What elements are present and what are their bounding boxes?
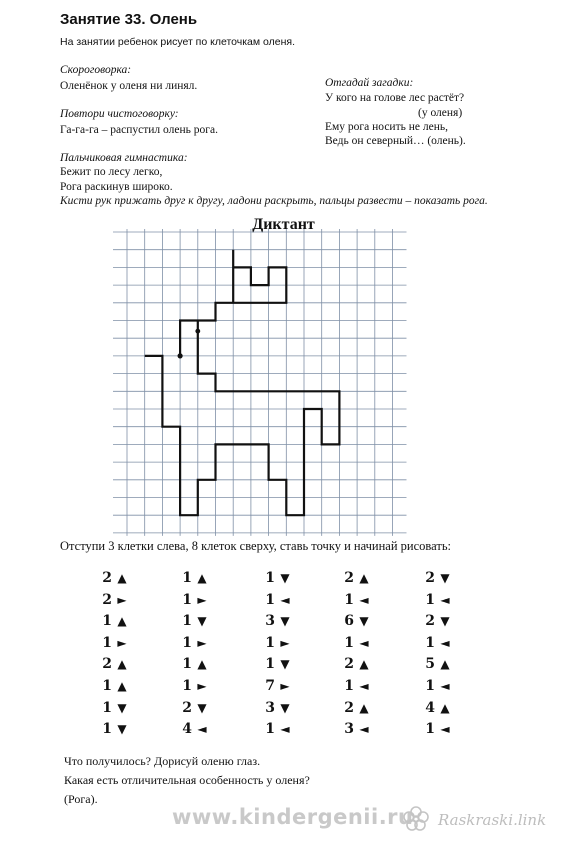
arrow-right-icon: ►: [280, 635, 290, 650]
dictation-step: [98, 635, 148, 651]
dictation-step: [98, 678, 148, 694]
arrow-down-icon: ▼: [197, 700, 207, 715]
dictation-step: [261, 613, 311, 629]
dictation-step: [261, 592, 311, 608]
dictation-step: [178, 721, 228, 737]
arrow-up-icon: ▲: [440, 700, 450, 715]
dictation-step: [340, 592, 390, 608]
tongue-twister-heading: Скороговорка:: [60, 64, 132, 76]
dictation-step: [178, 592, 228, 608]
arrow-left-icon: ◄: [280, 592, 290, 607]
dictation-step: [340, 613, 390, 629]
step-count: 6: [344, 613, 354, 630]
dictation-step: [340, 678, 390, 694]
arrow-left-icon: ◄: [440, 722, 450, 737]
question-1: Что получилось? Дорисуй оленю глаз.: [64, 754, 261, 768]
dictation-step: [340, 570, 390, 586]
arrow-left-icon: ◄: [359, 592, 369, 607]
riddle-2-line-1: Ему рога носить не лень,: [325, 121, 448, 133]
step-count: 1: [182, 678, 192, 694]
step-count: 2: [182, 699, 192, 716]
dictation-step: [421, 613, 471, 629]
arrow-up-icon: ▲: [117, 679, 127, 693]
arrow-up-icon: ▲: [117, 657, 127, 672]
arrow-up-icon: ▲: [197, 657, 207, 672]
finger-gym-line-2: Рога раскинув широко.: [60, 181, 173, 193]
dictation-step: [98, 656, 148, 672]
arrow-left-icon: ◄: [197, 722, 207, 737]
step-count: 2: [102, 591, 112, 608]
arrow-right-icon: ►: [117, 635, 127, 650]
step-count: 1: [265, 656, 275, 673]
dictation-step: [340, 721, 390, 737]
pure-phrase-text: Га-га-га – распустил олень рога.: [60, 124, 218, 136]
dictation-step: [421, 678, 471, 694]
riddle-2-line-2: Ведь он северный… (олень).: [325, 135, 466, 147]
arrow-down-icon: ▼: [117, 722, 127, 737]
dictation-step: [98, 613, 148, 629]
riddle-1: У кого на голове лес растёт?: [325, 92, 465, 104]
flower-logo-icon: [400, 804, 432, 834]
dictation-step: [421, 570, 471, 586]
arrow-left-icon: ◄: [359, 679, 369, 693]
dictation-step: [178, 613, 228, 629]
dictation-step: [261, 700, 311, 716]
dictation-step: [178, 570, 228, 586]
step-count: 1: [425, 721, 435, 738]
dictation-step: [98, 721, 148, 737]
dictation-step: [98, 570, 148, 586]
finger-gym-heading: Пальчиковая гимнастика:: [60, 152, 188, 164]
deer-eye: [195, 329, 200, 334]
arrow-right-icon: ►: [197, 635, 207, 650]
step-count: 5: [425, 656, 435, 673]
dictation-step: [340, 656, 390, 672]
arrow-right-icon: ►: [197, 592, 207, 607]
step-count: 1: [344, 678, 354, 694]
step-count: 1: [265, 634, 275, 651]
riddle-1-answer: (у оленя): [418, 107, 463, 119]
finger-gym-line-1: Бежит по лесу легко,: [60, 166, 163, 178]
arrow-right-icon: ►: [117, 592, 127, 607]
pure-phrase-heading: Повтори чистоговорку:: [60, 108, 179, 120]
step-count: 2: [425, 613, 435, 630]
dictation-title: Диктант: [252, 216, 315, 233]
step-count: 1: [265, 591, 275, 608]
arrow-left-icon: ◄: [280, 722, 290, 737]
step-count: 4: [182, 721, 192, 738]
step-count: 1: [265, 721, 275, 738]
dictation-step: [261, 656, 311, 672]
step-count: 1: [102, 721, 112, 738]
arrow-down-icon: ▼: [280, 614, 290, 629]
step-count: 1: [425, 678, 435, 694]
arrow-left-icon: ◄: [359, 722, 369, 737]
question-answer: (Рога).: [64, 792, 98, 806]
step-count: 1: [344, 634, 354, 651]
step-count: 1: [182, 570, 192, 586]
arrow-up-icon: ▲: [440, 657, 450, 672]
step-count: 1: [265, 570, 275, 586]
step-count: 7: [265, 678, 275, 694]
dictation-step: [261, 678, 311, 694]
arrow-right-icon: ►: [197, 679, 207, 693]
step-count: 1: [344, 591, 354, 608]
step-count: 1: [425, 634, 435, 651]
step-count: 1: [182, 656, 192, 673]
arrow-left-icon: ◄: [359, 635, 369, 650]
step-count: 1: [102, 699, 112, 716]
arrow-down-icon: ▼: [197, 614, 207, 629]
deer-outline: [145, 250, 340, 516]
arrow-up-icon: ▲: [117, 571, 127, 585]
arrow-up-icon: ▲: [359, 571, 369, 585]
tongue-twister-text: Оленёнок у оленя ни линял.: [60, 80, 198, 92]
dictation-step: [98, 592, 148, 608]
dictation-step: [178, 635, 228, 651]
step-count: 1: [425, 591, 435, 608]
dictation-step: [261, 721, 311, 737]
grid-lines: [113, 229, 407, 536]
arrow-down-icon: ▼: [117, 700, 127, 715]
intro-text: На занятии ребенок рисует по клеточкам оленя.: [60, 36, 296, 48]
arrow-up-icon: ▲: [359, 700, 369, 715]
dictation-step: [261, 635, 311, 651]
step-count: 2: [344, 656, 354, 673]
watermark-secondary: Raskraski.link: [438, 811, 547, 829]
dictation-step: [340, 635, 390, 651]
dictation-step: [178, 656, 228, 672]
arrow-down-icon: ▼: [280, 571, 290, 585]
riddles-heading: Отгадай загадки:: [325, 77, 414, 89]
arrow-down-icon: ▼: [280, 700, 290, 715]
dictation-step: [261, 570, 311, 586]
arrow-down-icon: ▼: [440, 614, 450, 629]
page-title: Занятие 33. Олень: [60, 11, 198, 28]
arrow-right-icon: ►: [280, 679, 290, 693]
arrow-down-icon: ▼: [280, 657, 290, 672]
arrow-left-icon: ◄: [440, 635, 450, 650]
dictation-instruction: Отступи 3 клетки слева, 8 клеток сверху, ставь точку и начинай рисовать:: [60, 539, 452, 553]
dictation-step: [421, 635, 471, 651]
watermark-main: www.kindergenii.ru: [172, 805, 414, 829]
step-count: 3: [265, 613, 275, 630]
dictation-step: [421, 700, 471, 716]
finger-gym-instruction: Кисти рук прижать друг к другу, ладони раскрыть, пальцы развести – показать рога.: [60, 195, 488, 207]
step-count: 2: [425, 570, 435, 586]
step-count: 2: [102, 570, 112, 586]
dictation-step: [98, 700, 148, 716]
dictation-step: [421, 721, 471, 737]
step-count: 1: [102, 678, 112, 694]
dictation-step: [178, 700, 228, 716]
arrow-left-icon: ◄: [440, 592, 450, 607]
step-count: 2: [344, 699, 354, 716]
dictation-step: [421, 656, 471, 672]
step-count: 3: [265, 699, 275, 716]
question-2: Какая есть отличительная особенность у оленя?: [64, 773, 310, 787]
step-count: 2: [102, 656, 112, 673]
arrow-down-icon: ▼: [440, 571, 450, 585]
step-count: 2: [344, 570, 354, 586]
step-count: 1: [182, 634, 192, 651]
step-count: 1: [102, 634, 112, 651]
arrow-up-icon: ▲: [359, 657, 369, 672]
step-count: 1: [182, 613, 192, 630]
arrow-up-icon: ▲: [197, 571, 207, 585]
arrow-down-icon: ▼: [359, 614, 369, 629]
arrow-left-icon: ◄: [440, 679, 450, 693]
dictation-step: [421, 592, 471, 608]
step-count: 1: [102, 613, 112, 630]
step-count: 1: [182, 591, 192, 608]
dictation-step: [340, 700, 390, 716]
dictation-step: [178, 678, 228, 694]
start-dot: [178, 353, 183, 358]
arrow-up-icon: ▲: [117, 614, 127, 629]
step-count: 4: [425, 699, 435, 716]
step-count: 3: [344, 721, 354, 738]
